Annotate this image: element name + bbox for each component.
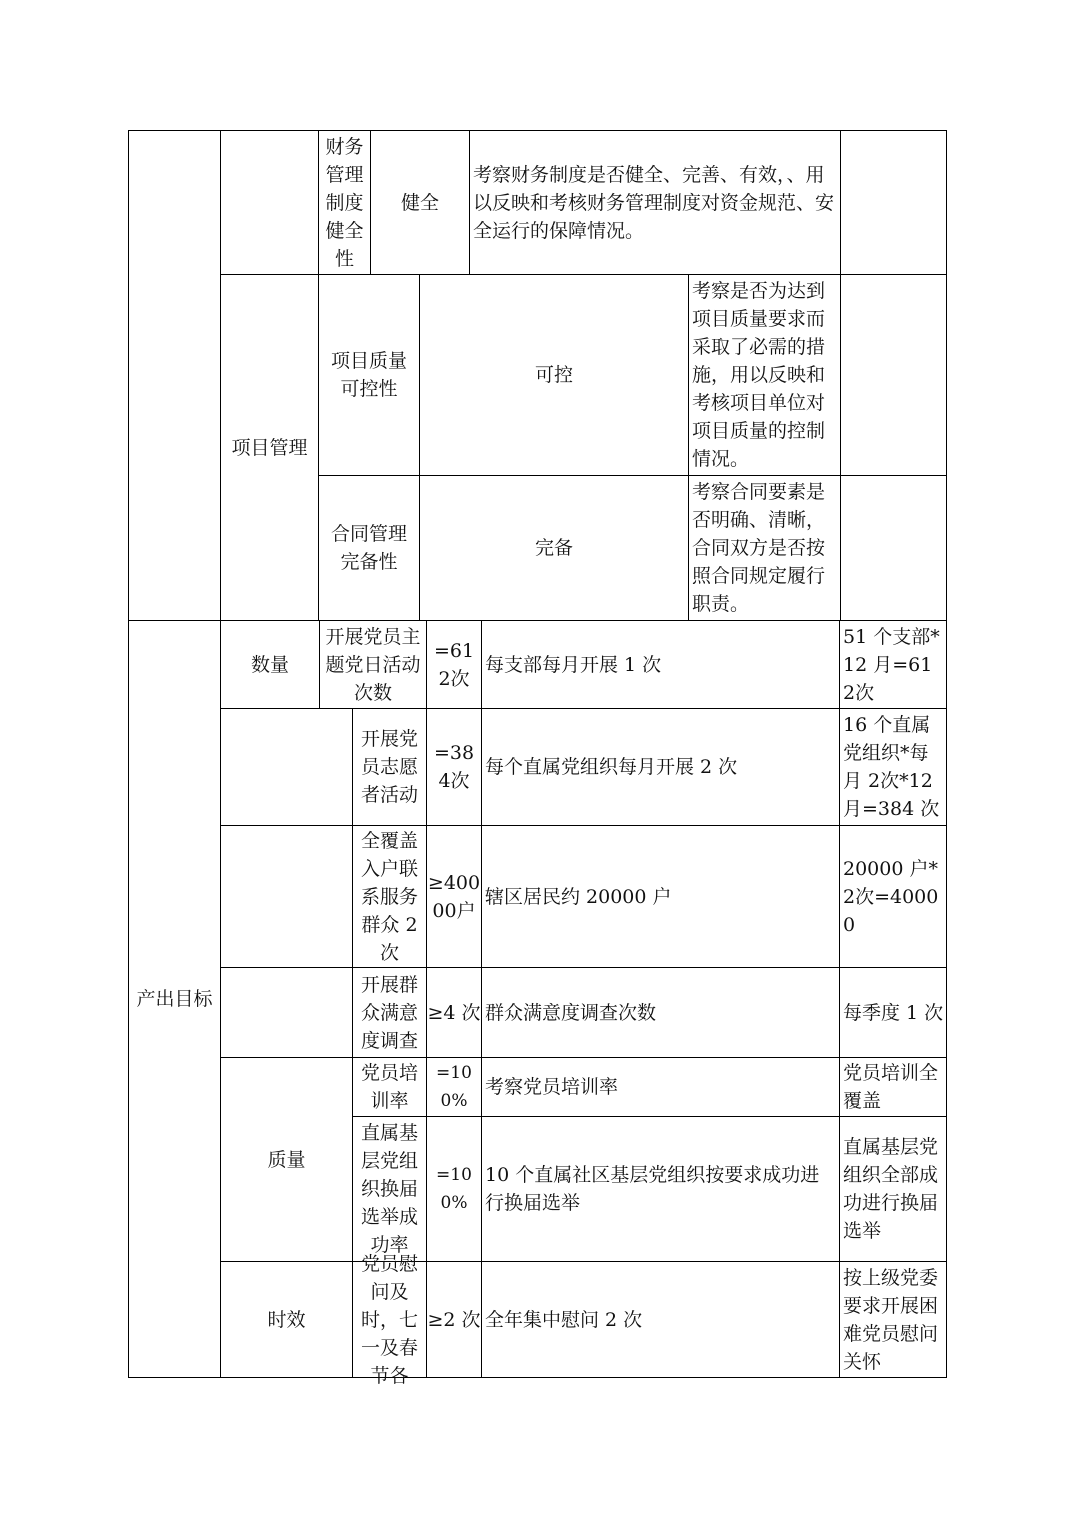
metric-cell xyxy=(319,476,419,620)
description-cell xyxy=(470,131,840,274)
subcategory-cell xyxy=(221,1058,352,1261)
note-text: 51 个支部*12 月=612次 xyxy=(843,625,940,704)
metric-text: 党员培训率 xyxy=(360,1062,418,1112)
subcategory-label: 时效 xyxy=(267,1308,306,1331)
metric-cell xyxy=(353,1058,426,1116)
target-text: 健全 xyxy=(400,191,439,214)
note-cell xyxy=(840,621,946,708)
metric-cell xyxy=(353,968,426,1057)
value-text: =100% xyxy=(436,1063,472,1111)
value-cell xyxy=(427,968,481,1057)
note-text: 党员培训全覆盖 xyxy=(843,1062,939,1112)
value-cell xyxy=(427,826,481,967)
metric-text: 直属基层党组织换届选举成功率 xyxy=(360,1122,418,1256)
value-text: ≥4 次 xyxy=(427,1001,481,1024)
note-cell xyxy=(840,709,946,825)
group-label-cell xyxy=(129,621,220,1377)
note-cell xyxy=(840,968,946,1057)
metric-cell xyxy=(319,131,370,274)
note-cell xyxy=(840,1262,946,1377)
note-text: 按上级党委要求开展困难党员慰问关怀 xyxy=(843,1266,939,1373)
description-cell xyxy=(482,709,839,825)
target-cell xyxy=(420,275,688,475)
subcategory-cell xyxy=(221,1262,352,1377)
value-cell xyxy=(427,1058,481,1116)
category-cell xyxy=(221,275,318,620)
description-text: 每支部每月开展 1 次 xyxy=(485,653,662,676)
subcategory-label: 数量 xyxy=(250,653,289,676)
metric-text: 开展党员志愿者活动 xyxy=(360,728,418,806)
description-text: 考察是否为达到项目质量要求而采取了必需的措施，用以反映和考核项目单位对项目质量的控制情况。 xyxy=(692,280,826,470)
table-border-right xyxy=(946,130,947,1378)
metric-cell xyxy=(319,275,419,475)
note-cell xyxy=(840,1117,946,1261)
note-text: 20000 户*2次=40000 xyxy=(843,857,939,936)
description-cell xyxy=(689,275,840,475)
description-text: 10 个直属社区基层党组织按要求成功进行换届选举 xyxy=(485,1164,820,1214)
metric-cell xyxy=(353,826,426,967)
note-text: 每季度 1 次 xyxy=(843,1001,944,1024)
subcategory-label: 质量 xyxy=(267,1148,306,1171)
target-cell xyxy=(420,476,688,620)
value-text: ≥2 次 xyxy=(427,1308,481,1331)
description-cell xyxy=(482,621,839,708)
note-cell xyxy=(840,826,946,967)
metric-text: 开展党员主题党日活动次数 xyxy=(325,625,421,704)
metric-text: 项目质量可控性 xyxy=(330,350,407,400)
description-text: 考察合同要素是否明确、清晰，合同双方是否按照合同规定履行职责。 xyxy=(692,481,826,615)
note-cell xyxy=(840,1058,946,1116)
value-cell xyxy=(427,1117,481,1261)
description-cell xyxy=(482,1117,839,1261)
value-cell xyxy=(427,709,481,825)
description-cell xyxy=(482,826,839,967)
description-cell xyxy=(482,1262,839,1377)
description-text: 群众满意度调查次数 xyxy=(485,1001,657,1024)
description-text: 每个直属党组织每月开展 2 次 xyxy=(485,756,738,778)
metric-cell xyxy=(353,709,426,825)
description-text: 考察党员培训率 xyxy=(485,1076,619,1098)
description-text: 辖区居民约 20000 户 xyxy=(485,885,672,908)
subcategory-cell xyxy=(221,621,319,708)
description-text: 全年集中慰问 2 次 xyxy=(485,1308,643,1331)
metric-text: 合同管理完备性 xyxy=(330,523,407,573)
value-text: =612次 xyxy=(433,639,475,690)
metric-text: 党员慰问及时，七一及春节各 xyxy=(360,1252,418,1387)
target-text: 可控 xyxy=(534,364,573,386)
metric-text: 全覆盖入户联系服务群众 2次 xyxy=(360,829,418,964)
value-cell xyxy=(427,1262,481,1377)
value-cell xyxy=(427,621,481,708)
target-cell xyxy=(371,131,469,274)
category-label: 项目管理 xyxy=(231,436,308,459)
metric-text: 开展群众满意度调查 xyxy=(360,973,418,1052)
value-text: =384次 xyxy=(433,742,475,792)
note-text: 直属基层党组织全部成功进行换届选举 xyxy=(843,1136,939,1242)
metric-cell xyxy=(353,1252,426,1387)
group-label: 产出目标 xyxy=(136,988,213,1010)
note-text: 16 个直属党组织*每月 2次*12 月=384 次 xyxy=(843,714,940,820)
column-divider xyxy=(840,274,841,621)
metric-text: 财务管理制度健全性 xyxy=(325,135,364,270)
target-text: 完备 xyxy=(534,537,573,559)
metric-cell xyxy=(353,1117,426,1261)
description-cell xyxy=(689,476,840,620)
table-border-bottom xyxy=(128,1377,947,1378)
note-cell xyxy=(841,131,946,274)
description-text: 考察财务制度是否健全、完善、有效，、用以反映和考核财务管理制度对资金规范、安全运行的保障情况。 xyxy=(473,163,835,242)
value-text: ≥40000户 xyxy=(427,871,481,922)
value-text: =100% xyxy=(436,1165,472,1213)
description-cell xyxy=(482,1058,839,1116)
metric-cell xyxy=(320,621,426,708)
description-cell xyxy=(482,968,839,1057)
